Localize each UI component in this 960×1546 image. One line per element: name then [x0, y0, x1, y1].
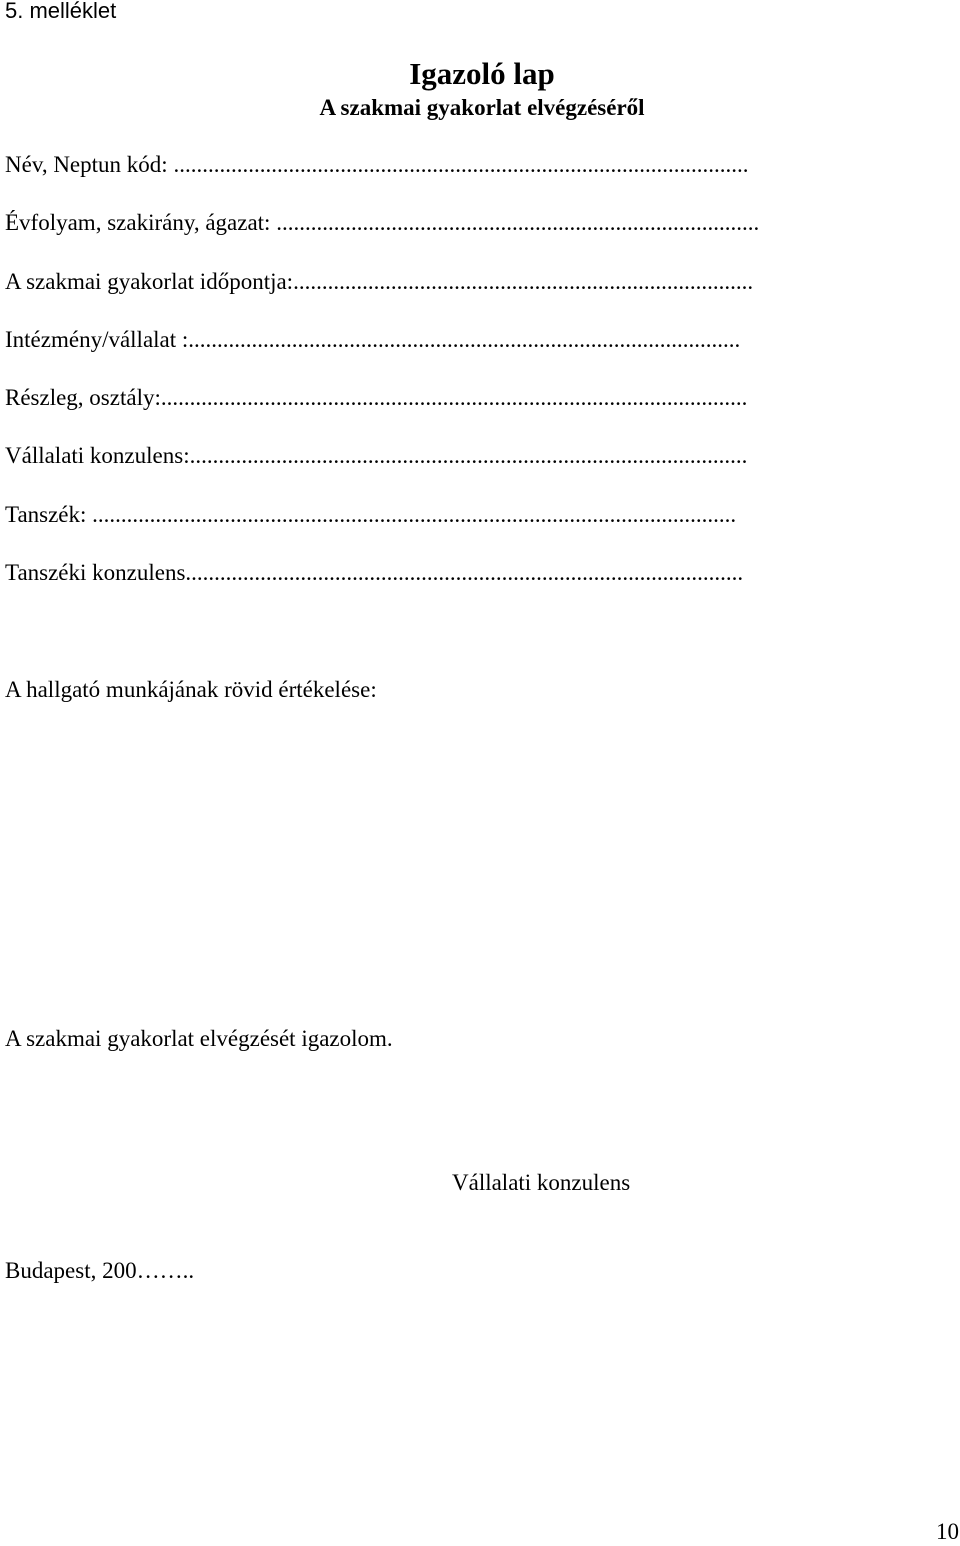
fill-in-line: ................................................................................................. [185, 560, 744, 586]
evaluation-label: A hallgató munkájának rövid értékelése: [5, 677, 377, 702]
field-name-neptun [5, 151, 759, 209]
fill-in-line: .................................................................................... [276, 210, 760, 236]
field-university-department [5, 501, 759, 559]
field-department-supervisor [5, 559, 759, 617]
field-label: Tanszék: [5, 501, 93, 527]
field-label: Intézmény/vállalat : [5, 326, 189, 352]
page-subtitle: A szakmai gyakorlat elvégzéséről [319, 95, 645, 120]
signer-label: Vállalati konzulens [452, 1170, 631, 1195]
field-institution [5, 326, 759, 384]
field-label: Vállalati konzulens: [5, 443, 190, 469]
fill-in-line: ................................................................................................................ [92, 501, 737, 527]
field-company-supervisor [5, 442, 759, 500]
field-label: Részleg, osztály: [5, 385, 161, 411]
field-department [5, 384, 759, 442]
form-fields [5, 151, 759, 617]
field-year-specialization [5, 209, 759, 267]
field-label: Évfolyam, szakirány, ágazat: [5, 210, 277, 236]
fill-in-line: ................................................................................................. [189, 443, 748, 469]
certification-text: A szakmai gyakorlat elvégzését igazolom. [5, 1026, 393, 1051]
field-label: Név, Neptun kód: [5, 152, 174, 177]
annex-label: 5. melléklet [5, 0, 117, 23]
fill-in-line: ................................................................................................ [188, 326, 741, 352]
fill-in-line: .................................................................................................... [173, 152, 749, 177]
field-label: Tanszéki konzulens [5, 560, 186, 586]
fill-in-line: ...................................................................................................... [160, 385, 748, 411]
place-date: Budapest, 200…….. [5, 1258, 195, 1283]
field-label: A szakmai gyakorlat időpontja: [5, 268, 294, 294]
fill-in-line: ................................................................................ [293, 268, 754, 294]
page-number: 10 [936, 1519, 959, 1544]
field-internship-period [5, 268, 759, 326]
page-title: Igazoló lap [409, 56, 555, 91]
